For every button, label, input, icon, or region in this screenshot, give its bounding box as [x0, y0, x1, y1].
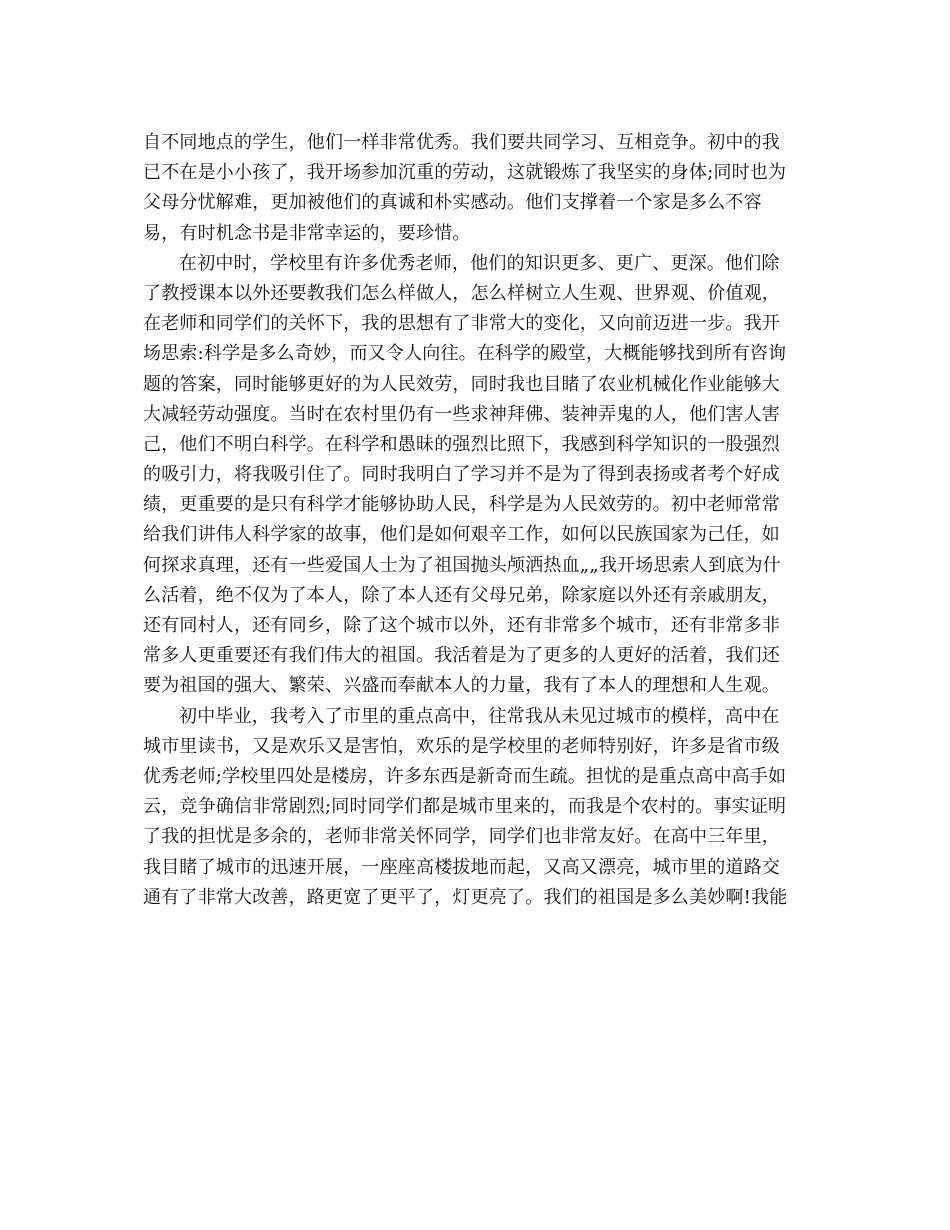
paragraph-2 [143, 249, 803, 702]
text-line: 父母分忧解难，更加被他们的真诚和朴实感动。他们支撑着一个家是多么不容 [143, 192, 762, 214]
text-line: 我目睹了城市的迅速开展，一座座高楼拔地而起，又高又漂亮，城市里的道路交 [143, 856, 780, 878]
text-line: 易，有时机念书是非常幸运的，要珍惜。 [143, 222, 471, 244]
text-line: 已不在是小小孩了，我开场参加沉重的劳动，这就锻炼了我坚实的身体;同时也为 [143, 162, 787, 184]
text-line: 了教授课本以外还要教我们怎么样做人，怎么样树立人生观、世界观、价值观， [143, 282, 780, 304]
text-line: 通有了非常大改善，路更宽了更平了，灯更亮了。我们的祖国是多么美妙啊!我能 [143, 886, 788, 908]
text-line: 给我们讲伟人科学家的故事，他们是如何艰辛工作，如何以民族国家为己任，如 [143, 524, 780, 546]
text-line: 要为祖国的强大、繁荣、兴盛而奉献本人的力量，我有了本人的理想和人生观。 [143, 675, 780, 697]
text-line: 场思索:科学是多么奇妙，而又令人向往。在科学的殿堂，大概能够找到所有咨询 [143, 343, 787, 365]
document-body [143, 128, 803, 913]
text-line: 初中毕业，我考入了市里的重点高中，往常我从未见过城市的模样，高中在 [179, 705, 780, 727]
text-line: 己，他们不明白科学。在科学和愚昧的强烈比照下，我感到科学知识的一股强烈 [143, 433, 780, 455]
text-line: 优秀老师;学校里四处是楼房，许多东西是新奇而生疏。担忧的是重点高中高手如 [143, 765, 787, 787]
text-line: 常多人更重要还有我们伟大的祖国。我活着是为了更多的人更好的活着，我们还 [143, 645, 780, 667]
text-line: 么活着，绝不仅为了本人，除了本人还有父母兄弟，除家庭以外还有亲戚朋友， [143, 584, 780, 606]
text-line: 绩，更重要的是只有科学才能够协助人民，科学是为人民效劳的。初中老师常常 [143, 494, 780, 516]
paragraph-3 [143, 702, 803, 913]
text-line: 还有同村人，还有同乡，除了这个城市以外，还有非常多个城市，还有非常多非 [143, 615, 780, 636]
text-line: 自不同地点的学生，他们一样非常优秀。我们要共同学习、互相竞争。初中的我 [143, 132, 780, 153]
text-line: 了我的担忧是多余的，老师非常关怀同学，同学们也非常友好。在高中三年里， [143, 826, 780, 848]
text-line: 的吸引力，将我吸引住了。同时我明白了学习并不是为了得到表扬或者考个好成 [143, 464, 780, 486]
text-line: 在初中时，学校里有许多优秀老师，他们的知识更多、更广、更深。他们除 [179, 252, 780, 274]
text-line: 城市里读书，又是欢乐又是害怕，欢乐的是学校里的老师特别好，许多是省市级 [143, 735, 780, 757]
text-line: 云，竞争确信非常剧烈;同时同学们都是城市里来的，而我是个农村的。事实证明 [143, 796, 787, 818]
text-line: 何探求真理，还有一些爱国人士为了祖国抛头颅洒热血„„我开场思索人到底为什 [143, 554, 781, 576]
text-line: 题的答案，同时能够更好的为人民效劳，同时我也目睹了农业机械化作业能够大 [143, 373, 780, 395]
text-line: 大减轻劳动强度。当时在农村里仍有一些求神拜佛、装神弄鬼的人，他们害人害 [143, 403, 780, 425]
text-line: 在老师和同学们的关怀下，我的思想有了非常大的变化，又向前迈进一步。我开 [143, 313, 780, 335]
paragraph-1 [143, 128, 803, 249]
